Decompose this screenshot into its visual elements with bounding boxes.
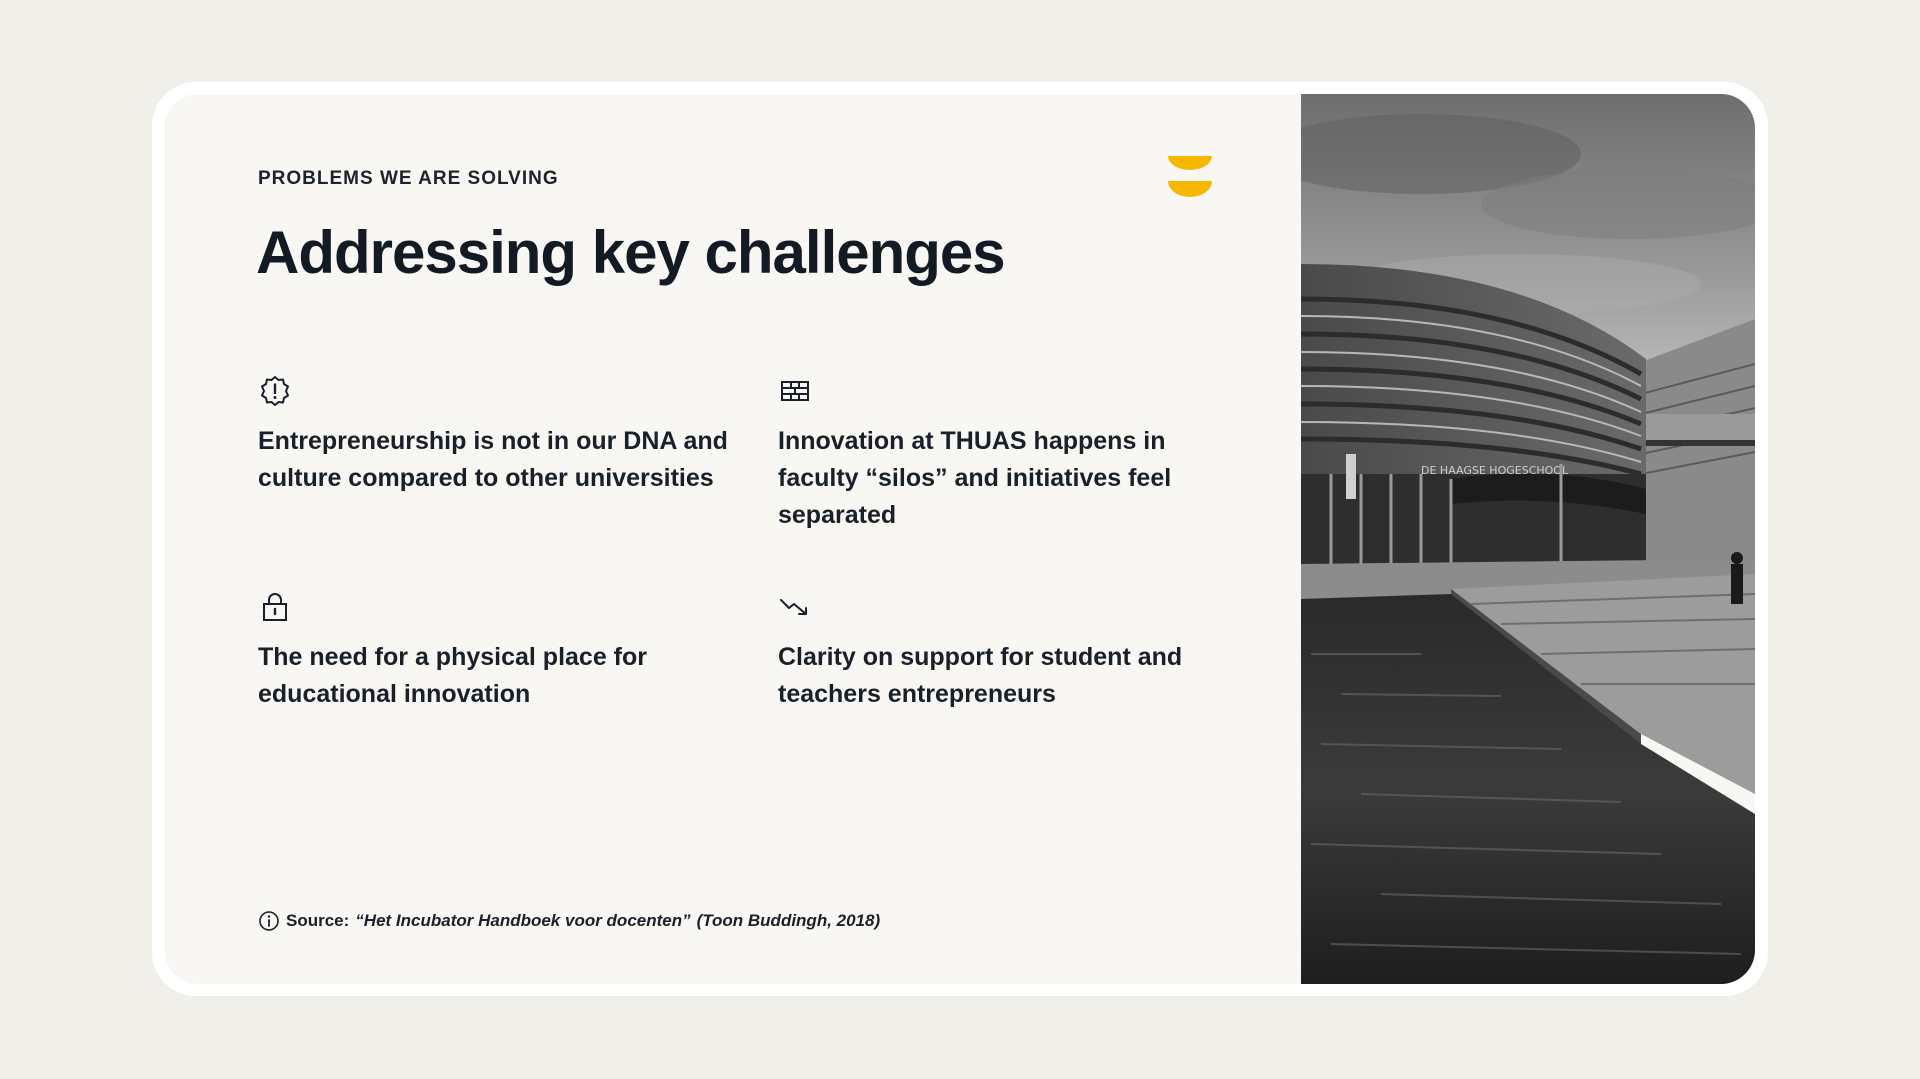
slide <box>164 94 1755 984</box>
challenge-text: Clarity on support for student and teachers entrepreneurs <box>778 643 1183 708</box>
challenge-text: Innovation at THUAS happens in faculty “silos” and initiatives feel separated <box>778 427 1172 529</box>
challenge-item <box>258 374 728 497</box>
challenge-text: Entrepreneurship is not in our DNA and culture compared to other universities <box>258 427 728 492</box>
building-sign: DE HAAGSE HOGESCHOOL <box>1421 464 1569 477</box>
source-citation: (Toon Buddingh, 2018) <box>696 911 881 930</box>
challenge-text: The need for a physical place for educational innovation <box>258 643 648 708</box>
trending-down-icon <box>778 590 812 624</box>
eyebrow-label: PROBLEMS WE ARE SOLVING <box>258 168 559 189</box>
slide-content <box>164 94 1301 984</box>
challenge-item <box>258 590 728 713</box>
lock-icon <box>258 590 292 624</box>
brand-logo-icon <box>1166 154 1214 202</box>
brick-wall-icon <box>778 374 812 408</box>
challenge-item <box>778 590 1248 713</box>
challenge-item <box>778 374 1248 534</box>
source-note <box>258 910 880 932</box>
source-title: “Het Incubator Handboek voor docenten” <box>355 911 691 930</box>
page-title: Addressing key challenges <box>256 219 1005 286</box>
slide-frame <box>152 82 1768 996</box>
alert-badge-icon <box>258 374 292 408</box>
source-label: Source: <box>286 911 350 930</box>
info-icon <box>258 910 280 932</box>
campus-photo <box>1301 94 1755 984</box>
